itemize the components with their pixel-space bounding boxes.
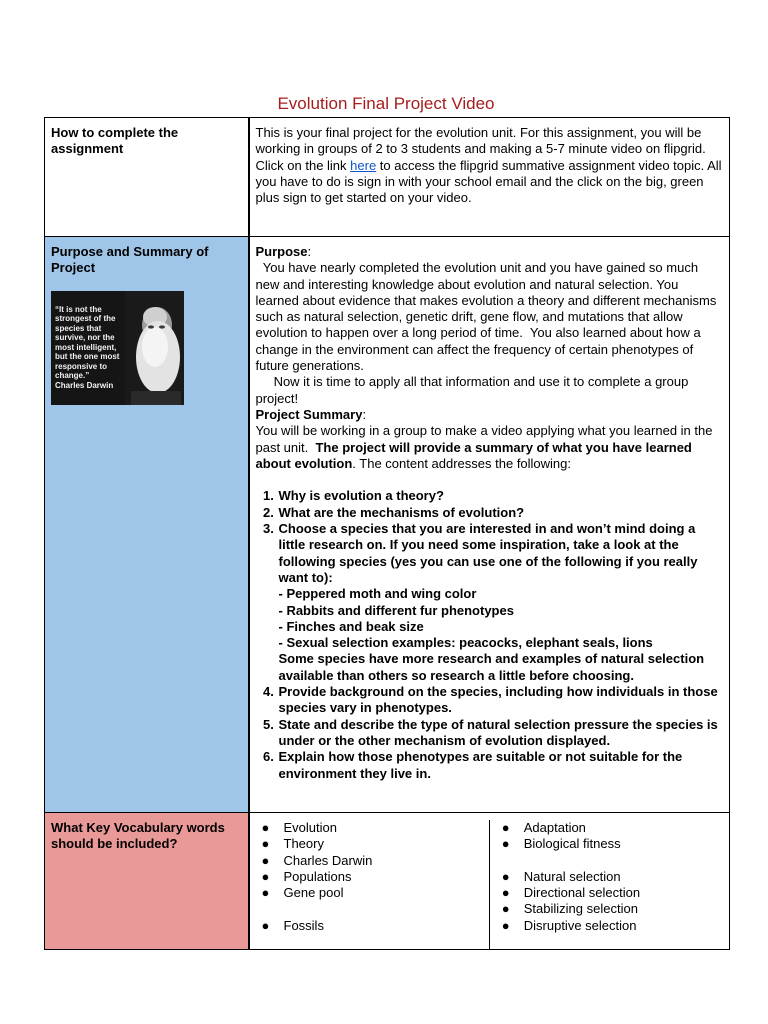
- darwin-quote-author: Charles Darwin: [55, 380, 114, 390]
- vocab-term: Evolution: [283, 820, 337, 835]
- purpose-heading-line: [256, 244, 724, 260]
- bullet-icon: ●: [261, 820, 270, 835]
- purpose-heading: Purpose: [255, 244, 308, 259]
- species-option: - Finches and beak size: [278, 618, 424, 634]
- summary-bold-text: The project will provide a summary of what you have learned about evolution: [255, 439, 696, 471]
- bullet-icon: ●: [261, 885, 270, 901]
- purpose-content: [249, 237, 730, 813]
- list-item-3-intro: Choose a species that you are interested in and won’t mind doing a little research on. If you need some inspiration, take a look at the following species (yes you can use one of the following if you really want to):: [278, 521, 698, 585]
- vocab-item: [502, 869, 729, 885]
- vocabulary-columns: [250, 820, 730, 949]
- how-to-complete-label: How to complete the assignment: [45, 118, 249, 237]
- vocab-item: [262, 869, 489, 885]
- vocabulary-content: [249, 813, 730, 950]
- purpose-label-cell: [45, 237, 249, 813]
- darwin-quote-text: “It is not the strongest of the species that survive, nor the most intelligent, but the one most responsive to change.”: [55, 304, 120, 381]
- list-item: 1. Why is evolution a theory?: [278, 488, 724, 504]
- vocab-item: [502, 820, 729, 836]
- darwin-portrait-icon: [125, 291, 184, 405]
- vocab-spacer: [502, 853, 729, 869]
- vocab-item: [502, 885, 729, 901]
- bullet-icon: ●: [501, 885, 510, 901]
- vocab-item: [262, 918, 489, 934]
- vocabulary-label: What Key Vocabulary words should be included?: [45, 813, 249, 950]
- vocab-term: Natural selection: [523, 868, 621, 884]
- list-item: 5. State and describe the type of natural selection pressure the species is under or the other mechanism of evolution displayed.: [278, 717, 724, 750]
- vocab-item: [502, 918, 729, 934]
- vocab-term: Populations: [283, 868, 352, 884]
- vocabulary-column-left: [250, 820, 490, 949]
- list-item: [278, 521, 724, 684]
- species-option: - Peppered moth and wing color: [278, 586, 477, 602]
- summary-heading: Project Summary: [255, 406, 363, 422]
- vocab-term: Directional selection: [523, 885, 641, 901]
- spacer: [256, 472, 724, 488]
- purpose-label: Purpose and Summary of Project: [51, 244, 209, 276]
- summary-paragraph: [256, 423, 724, 472]
- species-option: - Sexual selection examples: peacocks, elephant seals, lions: [278, 635, 653, 651]
- purpose-heading-colon: :: [307, 244, 312, 259]
- how-to-complete-content: [249, 118, 730, 237]
- vocab-term: Fossils: [283, 917, 324, 933]
- vocabulary-list-right: [490, 820, 729, 934]
- vocab-spacer: [262, 901, 489, 917]
- bullet-icon: ●: [261, 917, 270, 933]
- bullet-icon: ●: [501, 868, 510, 884]
- vocab-term: Theory: [283, 836, 324, 852]
- purpose-paragraph-2: Now it is time to apply all that information and use it to complete a group project!: [255, 374, 692, 406]
- vocab-term: Gene pool: [283, 885, 344, 901]
- list-item: 2. What are the mechanisms of evolution?: [278, 505, 724, 521]
- vocab-item: [262, 885, 489, 901]
- bullet-icon: ●: [501, 901, 510, 917]
- bullet-icon: ●: [501, 836, 510, 852]
- list-item-3-note: Some species have more research and examples of natural selection available than others so research a little before choosing.: [278, 651, 705, 683]
- darwin-quote: [51, 305, 125, 391]
- vocabulary-column-right: [490, 820, 729, 949]
- vocab-term: Biological fitness: [523, 836, 621, 852]
- page-title: Evolution Final Project Video: [277, 94, 495, 113]
- vocab-item: [262, 836, 489, 852]
- purpose-paragraph-1: You have nearly completed the evolution unit and you have gained so much new and interesting knowledge about evolution and natural selection. You learned about evidence that makes evolution a theory and different mechanisms such as natural selection, genetic drift, gene flow, and mutations that allow evolution to happen over a long period of time. You also learned about how a change in the environment can affect the frequency of certain phenotypes of future generations.: [255, 260, 720, 374]
- project-table: [44, 117, 730, 950]
- vocabulary-list-left: [250, 820, 489, 934]
- vocab-term: Stabilizing selection: [523, 901, 638, 917]
- list-item: 4. Provide background on the species, including how individuals in those species vary in phenotypes.: [278, 684, 724, 717]
- bullet-icon: ●: [501, 917, 510, 933]
- row-how-to-complete: [45, 118, 730, 237]
- summary-text-1: You will be working in a group to make a video applying what you learned in the past unit.: [255, 423, 717, 455]
- vocab-item: [502, 901, 729, 917]
- vocab-term: Adaptation: [523, 820, 586, 835]
- vocab-term: Disruptive selection: [523, 917, 637, 933]
- instructions-text-end: to access the flipgrid summative assignment video topic. All you have to do is sign in with your school email and the click on the big, green plus sign to get started on your video.: [255, 157, 722, 206]
- bullet-icon: ●: [261, 868, 270, 884]
- list-item: 6. Explain how those phenotypes are suitable or not suitable for the environment they live in.: [278, 749, 724, 782]
- species-option: - Rabbits and different fur phenotypes: [278, 602, 514, 618]
- flipgrid-link[interactable]: here: [350, 157, 377, 173]
- bullet-icon: ●: [501, 820, 510, 835]
- summary-text-2: . The content addresses the following:: [352, 455, 572, 471]
- instructions-text-start: This is your final project for the evolution unit. For this assignment, you will be working in groups of 2 to 3 students and making a 5-7 minute video on flipgrid. Click on the link: [255, 125, 706, 173]
- vocab-item: [262, 853, 489, 869]
- row-vocabulary: [45, 813, 730, 950]
- bullet-icon: ●: [261, 852, 270, 868]
- darwin-quote-image: [51, 291, 184, 405]
- row-purpose: [45, 237, 730, 813]
- summary-heading-colon: :: [362, 406, 367, 422]
- bullet-icon: ●: [261, 836, 270, 852]
- summary-heading-line: [256, 407, 724, 423]
- vocab-item: [502, 836, 729, 852]
- content-list: [256, 488, 724, 781]
- vocab-term: Charles Darwin: [283, 852, 373, 868]
- vocab-item: [262, 820, 489, 836]
